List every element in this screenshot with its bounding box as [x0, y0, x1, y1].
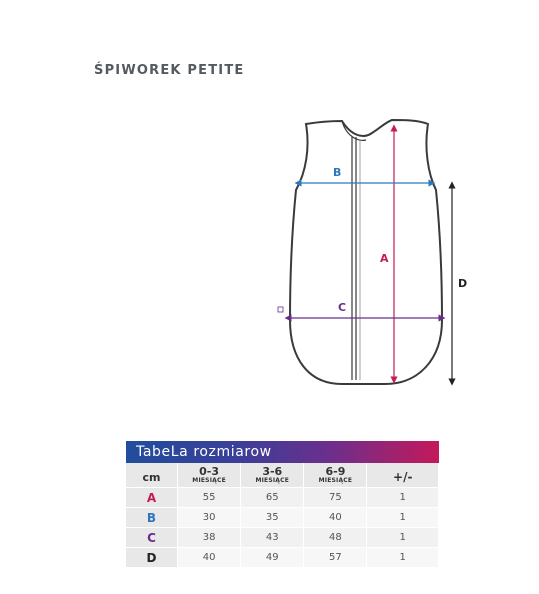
product-title: ŚPIWOREK PETITE [94, 63, 245, 78]
table-cell: 48 [304, 528, 367, 548]
col-header-unit: cm [126, 463, 178, 488]
measure-c-label: C [338, 301, 347, 314]
col-header-3-6: 3-6 MIESIĄCE [241, 463, 304, 488]
table-cell: 55 [178, 488, 241, 508]
tag-icon [278, 307, 283, 312]
table-row [126, 528, 439, 548]
row-label-d: D [126, 548, 178, 568]
table-row [126, 488, 439, 508]
table-cell: 43 [241, 528, 304, 548]
size-table [126, 441, 439, 568]
table-row [126, 508, 439, 528]
measure-d-label: D [458, 277, 468, 290]
size-table-title: TabeLa rozmiarow [126, 441, 439, 463]
table-cell: 75 [304, 488, 367, 508]
sleeping-bag-outline [290, 120, 442, 384]
table-cell: 30 [178, 508, 241, 528]
table-cell: 57 [304, 548, 367, 568]
measure-a-label: A [380, 252, 389, 265]
table-cell: 1 [367, 508, 439, 528]
size-table-header-row [126, 463, 439, 488]
row-label-c: C [126, 528, 178, 548]
table-cell: 1 [367, 528, 439, 548]
col-header-tolerance: +/- [367, 463, 439, 488]
table-cell: 49 [241, 548, 304, 568]
table-cell: 40 [304, 508, 367, 528]
table-cell: 38 [178, 528, 241, 548]
table-cell: 1 [367, 548, 439, 568]
row-label-a: A [126, 488, 178, 508]
col-header-0-3: 0-3 MIESIĄCE [178, 463, 241, 488]
row-label-b: B [126, 508, 178, 528]
measure-b-label: B [333, 166, 342, 179]
table-row [126, 548, 439, 568]
table-cell: 1 [367, 488, 439, 508]
col-header-6-9: 6-9 MIESIĄCE [304, 463, 367, 488]
table-cell: 35 [241, 508, 304, 528]
table-cell: 40 [178, 548, 241, 568]
table-cell: 65 [241, 488, 304, 508]
